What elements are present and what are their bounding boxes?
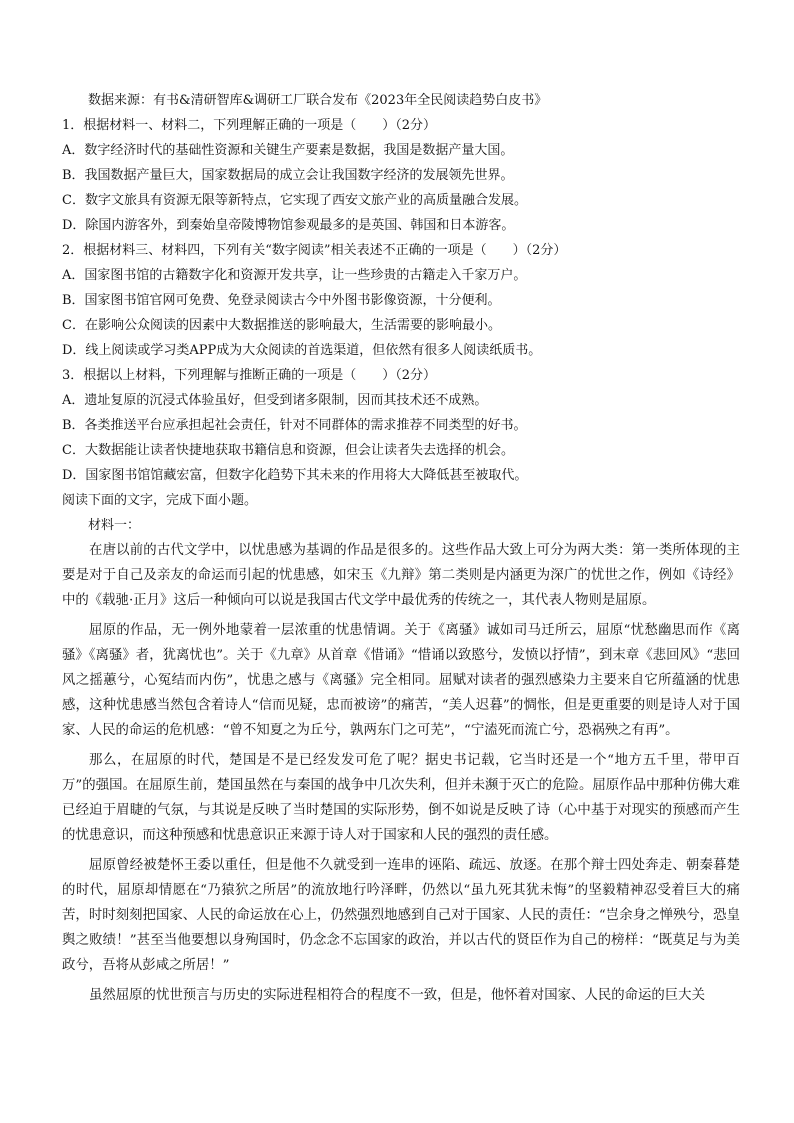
option-d: D．国家图书馆馆藏宏富，但数字化趋势下其未来的作用将大大降低甚至被取代。 [62, 468, 528, 483]
option-a: A．遗址复原的沉浸式体验虽好，但受到诸多限制，因而其技术还不成熟。 [62, 393, 488, 408]
passage-paragraph: 那么，在屈原的时代，楚国是不是已经发发可危了呢？据史书记载，它当时还是一个“地方五千里，带甲百万”的强国。在屈原生前，楚国虽然在与秦国的战争中几次失利，但并未濒于灭亡的危险。屈原作品中那种仿佛大难已经迫于眉睫的气氛，与其说是反映了当时楚国的实际形势，倒不如说是反映了诗（心中基于对现实的预感而产生的忧患意识，而这种预感和忧患意识正来源于诗人对于国家和人民的强烈的责任感。 [62, 753, 740, 843]
passage-paragraph: 在唐以前的古代文学中，以忧患感为基调的作品是很多的。这些作品大致上可分为两大类：第一类所体现的主要是对于自己及亲友的命运而引起的忧患感，如宋玉《九辩》第二类则是内涵更为深广的忧世之作，例如《诗经》中的《载驰·正月》这后一种倾向可以说是我国古代文学中最优秀的传统之一，其代表人物则是屈原。 [62, 543, 740, 608]
option-a: A．数字经济时代的基础性资源和关键生产要素是数据，我国是数据产量大国。 [62, 143, 514, 158]
option-d: D．除国内游客外，到秦始皇帝陵博物馆参观最多的是英国、韩国和日本游客。 [62, 218, 515, 233]
document-page [62, 88, 740, 1008]
option-b: B．国家图书馆官网可免费、免登录阅读古今中外图书影像资源，十分便利。 [62, 293, 501, 308]
question-stem: 1．根据材料一、材料二，下列理解正确的一项是（ ）（2分） [62, 118, 437, 133]
option-b: B．各类推送平台应承担起社会责任，针对不同群体的需求推荐不同类型的好书。 [62, 418, 527, 433]
option-d: D．线上阅读或学习类APP成为大众阅读的首选渠道，但依然有很多人阅读纸质书。 [62, 343, 542, 358]
material-label: 材料一： [88, 518, 141, 533]
option-c: C．大数据能让读者快捷地获取书籍信息和资源，但会让读者失去选择的机会。 [62, 443, 514, 458]
question-stem: 3．根据以上材料，下列理解与推断正确的一项是（ ）（2分） [62, 368, 437, 383]
option-a: A．国家图书馆的古籍数字化和资源开发共享，让一些珍贵的古籍走入千家万户。 [62, 268, 527, 283]
passage-paragraph: 屈原的作品，无一例外地蒙着一层浓重的忧患情调。关于《离骚》诚如司马迁所云，屈原“忧愁幽思而作《离骚》《离骚》者，犹离忧也”。关于《九章》从首章《惜诵》“惜诵以致愍兮，发愤以抒情”，到末章《悲回风》“悲回风之摇蕙兮，心冤结而内伤”，忧患之感与《离骚》完全相同。屈赋对读者的强烈感染力主要来自它所蕴涵的忧患感，这种忧患感当然包含着诗人“信而见疑，忠而被谤”的痛苦，“美人迟暮”的惆怅，但是更重要的则是诗人对于国家、人民的命运的危机感：“曾不知夏之为丘兮，孰两东门之可芜”，“宁溘死而流亡兮，恐祸殃之有再”。 [62, 623, 740, 738]
option-c: C．数字文旅具有资源无限等新特点，它实现了西安文旅产业的高质量融合发展。 [62, 193, 527, 208]
passage-paragraph: 虽然屈原的忧世预言与历史的实际进程相符合的程度不一致，但是，他怀着对国家、人民的命运的巨大关 [89, 988, 705, 1003]
option-b: B．我国数据产量巨大，国家数据局的成立会让我国数字经济的发展领先世界。 [62, 168, 514, 183]
option-c: C．在影响公众阅读的因素中大数据推送的影响最大，生活需要的影响最小。 [62, 318, 501, 333]
passage-paragraph: 屈原曾经被楚怀王委以重任，但是他不久就受到一连串的诬陷、疏远、放逐。在那个辩士四处奔走、朝秦暮楚的时代，屈原却情愿在“乃猿狖之所居”的流放地行吟泽畔，仍然以“虽九死其犹未悔”的坚毅精神忍受着巨大的痛苦，时时刻刻把国家、人民的命运放在心上，仍然强烈地感到自己对于国家、人民的责任：“岂余身之惮殃兮，恐皇舆之败绩！”甚至当他要想以身殉国时，仍念念不忘国家的政治，并以古代的贤臣作为自己的榜样：“既莫足与为美政兮，吾将从彭咸之所居！” [62, 858, 740, 973]
question-2 [62, 238, 740, 363]
question-stem: 2．根据材料三、材料四，下列有关“数字阅读”相关表述不正确的一项是（ ）（2分） [62, 243, 567, 258]
question-1 [62, 113, 740, 238]
question-3 [62, 363, 740, 488]
source-line: 数据来源：有书&清研智库&调研工厂联合发布《2023年全民阅读趋势白皮书》 [88, 93, 548, 108]
passage [62, 538, 740, 1008]
reading-instruction: 阅读下面的文字，完成下面小题。 [62, 493, 258, 508]
